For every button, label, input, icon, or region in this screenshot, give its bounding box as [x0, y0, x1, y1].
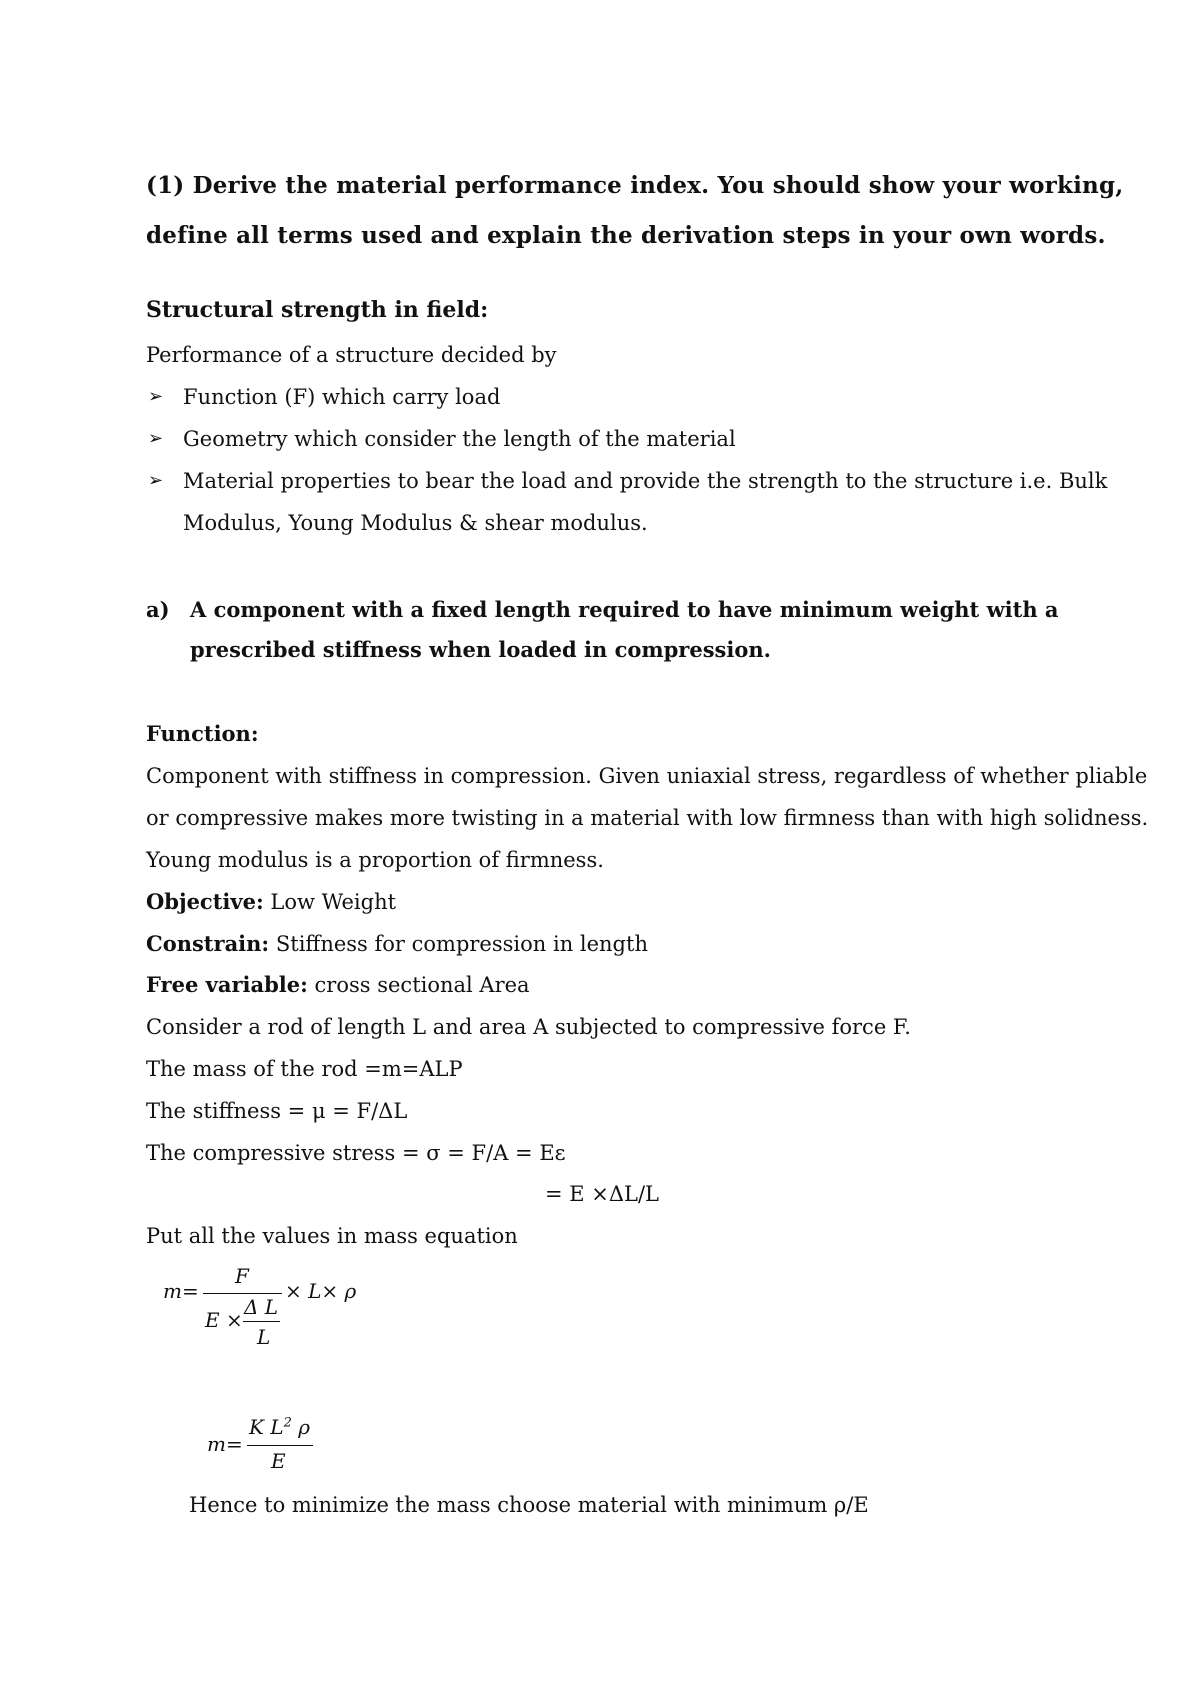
eq1-inner-fraction-bar — [243, 1321, 280, 1322]
function-heading: Function: — [146, 721, 259, 746]
eq2-lhs: m= — [207, 1432, 243, 1456]
eq1-numerator: F — [235, 1264, 249, 1288]
arrow-bullet-icon: ➢ — [148, 386, 164, 407]
free-variable-text: cross sectional Area — [307, 973, 530, 997]
objective-text: Low Weight — [263, 890, 397, 914]
eq1-denominator-e: E × — [205, 1308, 243, 1332]
bullet-item: Function (F) which carry load — [183, 385, 501, 409]
question-title-line-1: (1) Derive the material performance index. You should show your working, — [146, 172, 1124, 199]
derivation-line: The mass of the rod =m=ALP — [146, 1057, 463, 1081]
function-line: Young modulus is a proportion of firmness. — [146, 848, 604, 872]
derivation-line: = E ×ΔL/L — [545, 1182, 660, 1206]
part-a-line-1: A component with a fixed length required to have minimum weight with a — [190, 597, 1059, 622]
eq2-fraction-bar — [247, 1445, 313, 1446]
eq1-fraction-bar — [203, 1293, 282, 1294]
free-variable-label: Free variable: — [146, 972, 308, 997]
constrain-label: Constrain: — [146, 931, 270, 956]
objective-label: Objective: — [146, 889, 264, 914]
function-line: Component with stiffness in compression. Given uniaxial stress, regardless of whether pliable — [146, 764, 1148, 788]
eq1-lhs: m= — [163, 1279, 199, 1303]
derivation-line: Put all the values in mass equation — [146, 1224, 518, 1248]
function-line: or compressive makes more twisting in a material with low firmness than with high solidness. — [146, 806, 1149, 830]
bullet-item: Geometry which consider the length of the material — [183, 427, 736, 451]
eq2-denominator: E — [271, 1449, 286, 1473]
derivation-line: The compressive stress = σ = F/A = Eε — [146, 1141, 566, 1165]
constrain-line — [146, 930, 648, 958]
eq1-rest: × L× ρ — [285, 1279, 357, 1303]
eq2-numerator: K $L^2$ ρ — [249, 1415, 310, 1439]
question-title-line-2: define all terms used and explain the derivation steps in your own words. — [146, 222, 1106, 249]
derivation-line: The stiffness = μ = F/ΔL — [146, 1099, 408, 1123]
objective-line — [146, 888, 396, 916]
constrain-text: Stiffness for compression in length — [269, 932, 648, 956]
bullet-item-continuation: Modulus, Young Modulus & shear modulus. — [183, 511, 648, 535]
intro-text: Performance of a structure decided by — [146, 343, 557, 367]
arrow-bullet-icon: ➢ — [148, 470, 164, 491]
part-a-line-2: prescribed stiffness when loaded in compression. — [190, 637, 771, 662]
derivation-line: Consider a rod of length L and area A subjected to compressive force F. — [146, 1015, 911, 1039]
section-heading: Structural strength in field: — [146, 297, 489, 323]
arrow-bullet-icon: ➢ — [148, 428, 164, 449]
free-variable-line — [146, 971, 530, 999]
eq1-inner-denominator: L — [257, 1325, 271, 1349]
conclusion-text: Hence to minimize the mass choose material with minimum ρ/E — [189, 1493, 869, 1517]
bullet-item: Material properties to bear the load and provide the strength to the structure i.e. Bulk — [183, 469, 1108, 493]
part-a-label: a) — [146, 597, 170, 622]
eq1-inner-numerator: Δ L — [244, 1295, 279, 1319]
